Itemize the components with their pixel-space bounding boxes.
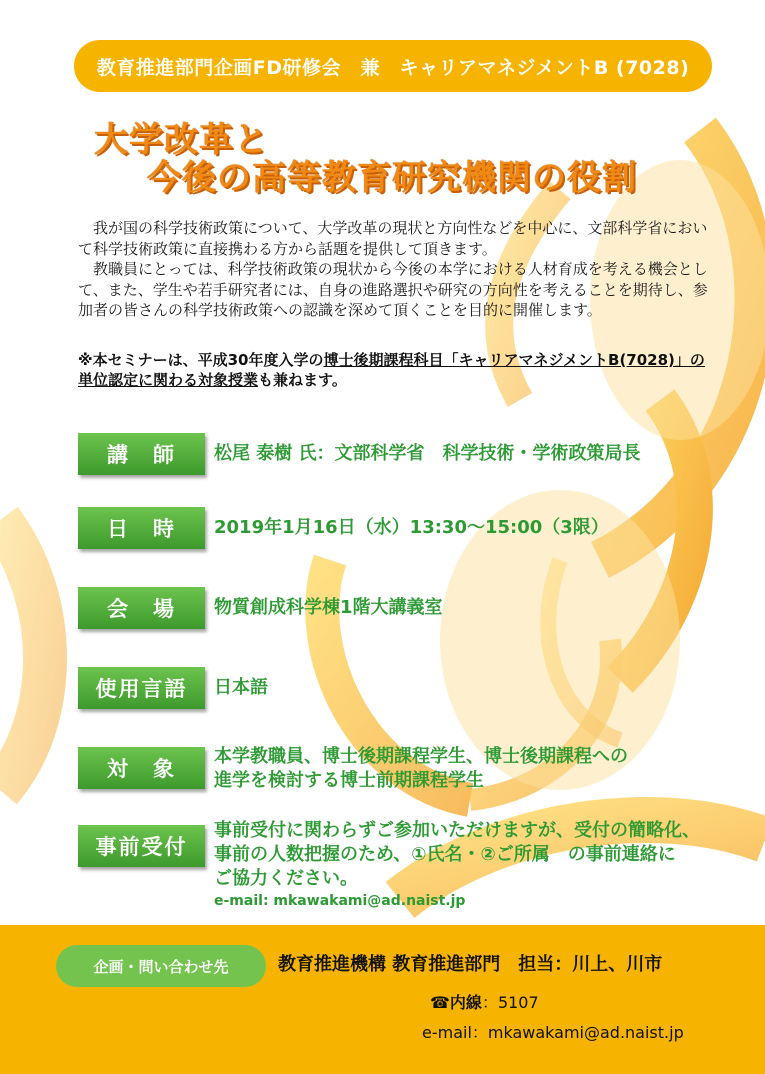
- registration-line-1: 事前受付に関わらずご参加いただけますが、受付の簡略化、: [214, 820, 700, 841]
- label-datetime: 日 時: [78, 507, 205, 549]
- label-venue: 会 場: [78, 587, 205, 629]
- intro-paragraph-2: 教職員にとっては、科学技術政策の現状から今後の本学における人材育成を考える機会として、また、学生や若手研究者には、自身の進路選択や研究の方向性を考えることを期待し、参加者の皆さんの科学技術政策への認識を深めて頂くことを目的に開催します。: [78, 260, 708, 319]
- label-language: 使用言語: [78, 667, 205, 709]
- label-lecturer: 講 師: [78, 433, 205, 475]
- contact-extension: [430, 990, 539, 1013]
- registration-line-3: ご協力ください。: [214, 868, 358, 889]
- value-lecturer: 松尾 泰樹 氏：文部科学省 科学技術・学術政策局長: [214, 443, 641, 464]
- contact-email[interactable]: e-mail：mkawakami@ad.naist.jp: [422, 1023, 684, 1042]
- value-language: 日本語: [214, 677, 268, 698]
- registration-email[interactable]: e-mail: mkawakami@ad.naist.jp: [214, 893, 466, 909]
- seminar-note: [78, 350, 718, 390]
- registration-line-2: 事前の人数把握のため、①氏名・②ご所属 の事前連絡に: [214, 844, 676, 865]
- value-datetime: 2019年1月16日（水）13:30～15:00（3限）: [214, 517, 609, 538]
- note-underlined: 博士後期課程科目「キャリアマネジメントB(7028)」の単位認定に関わる対象授業: [78, 351, 705, 389]
- label-registration: 事前受付: [78, 825, 205, 867]
- note-suffix: も兼ねます。: [258, 371, 347, 389]
- value-venue: 物質創成科学棟1階大講義室: [214, 597, 443, 618]
- event-banner: 教育推進部門企画FD研修会 兼 キャリアマネジメントB (7028): [74, 40, 712, 92]
- extension-number: ：5107: [481, 993, 539, 1012]
- note-prefix: ※本セミナーは、平成30年度入学の: [78, 351, 324, 369]
- value-registration: [214, 819, 700, 891]
- contact-label: 企画・問い合わせ先: [56, 945, 266, 987]
- label-audience: 対 象: [78, 747, 205, 789]
- extension-label: ☎内線: [430, 993, 482, 1012]
- audience-line-1: 本学教職員、博士後期課程学生、博士後期課程への: [214, 746, 628, 767]
- value-audience: [214, 745, 628, 793]
- intro-text: [78, 218, 718, 321]
- audience-line-2: 進学を検討する博士前期課程学生: [214, 770, 484, 791]
- title-line-2: 今後の高等教育研究機関の役割: [147, 158, 637, 198]
- title-line-1: 大学改革と: [94, 120, 269, 160]
- contact-organization: 教育推進機構 教育推進部門 担当：川上、川市: [278, 954, 663, 975]
- intro-paragraph-1: 我が国の科学技術政策について、大学改革の現状と方向性などを中心に、文部科学省において科学技術政策に直接携わる方から話題を提供して頂きます。: [78, 219, 708, 258]
